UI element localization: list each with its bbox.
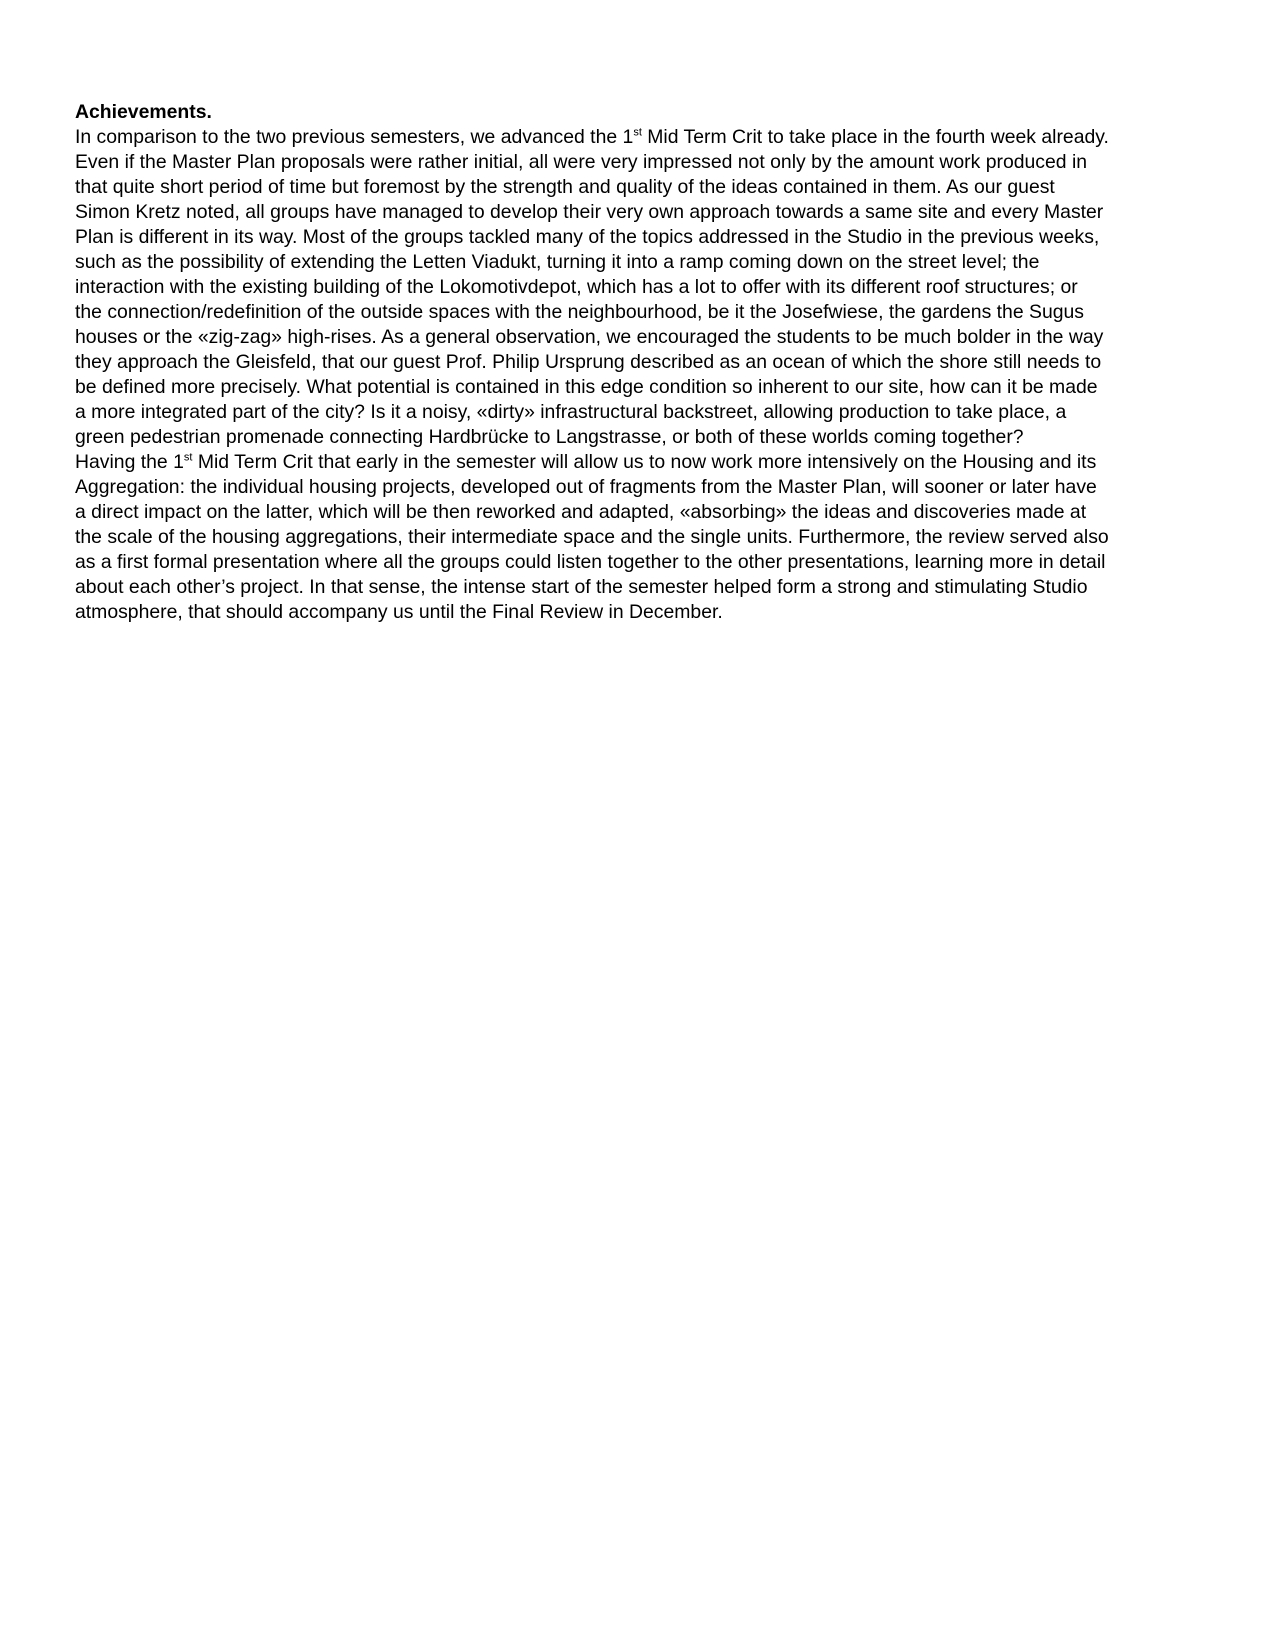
document-body xyxy=(75,100,1210,625)
text-line: houses or the «zig-zag» high-rises. As a general observation, we encouraged the students to be much bolder in the way xyxy=(75,326,1104,348)
text-line: that quite short period of time but foremost by the strength and quality of the ideas contained in them. As our guest xyxy=(75,176,1055,198)
text-line: about each other’s project. In that sense, the intense start of the semester helped form a strong and stimulating Studio xyxy=(75,576,1088,598)
text-line: Having the 1st Mid Term Crit that early in the semester will allow us to now work more intensively on the Housing and its xyxy=(75,451,1097,473)
text-line: the scale of the housing aggregations, their intermediate space and the single units. Furthermore, the review served also xyxy=(75,526,1109,548)
text-line: green pedestrian promenade connecting Hardbrücke to Langstrasse, or both of these worlds coming together? xyxy=(75,426,1024,448)
text-line: In comparison to the two previous semesters, we advanced the 1st Mid Term Crit to take place in the fourth week already. xyxy=(75,126,1109,148)
text-line: a direct impact on the latter, which will be then reworked and adapted, «absorbing» the ideas and discoveries made at xyxy=(75,501,1087,523)
paragraph-achievements-1 xyxy=(75,125,1210,450)
text-line: Simon Kretz noted, all groups have managed to develop their very own approach towards a same site and every Master xyxy=(75,201,1104,223)
text-line: atmosphere, that should accompany us until the Final Review in December. xyxy=(75,601,723,623)
text-line: as a first formal presentation where all the groups could listen together to the other presentations, learning more in detail xyxy=(75,551,1106,573)
section-heading: Achievements. xyxy=(75,101,212,123)
text-line: such as the possibility of extending the Letten Viadukt, turning it into a ramp coming down on the street level; the xyxy=(75,251,1040,273)
text-line: Even if the Master Plan proposals were rather initial, all were very impressed not only by the amount work produced in xyxy=(75,151,1088,173)
text-line: the connection/redefinition of the outside spaces with the neighbourhood, be it the Josefwiese, the gardens the Sugus xyxy=(75,301,1084,323)
text-line: Plan is different in its way. Most of the groups tackled many of the topics addressed in the Studio in the previous weeks, xyxy=(75,226,1100,248)
text-line: they approach the Gleisfeld, that our guest Prof. Philip Ursprung described as an ocean of which the shore still needs to xyxy=(75,351,1102,373)
text-line: Aggregation: the individual housing projects, developed out of fragments from the Master Plan, will sooner or later have xyxy=(75,476,1097,498)
text-line: be defined more precisely. What potential is contained in this edge condition so inherent to our site, how can it be made xyxy=(75,376,1098,398)
paragraph-achievements-2 xyxy=(75,450,1210,625)
superscript-ordinal: st xyxy=(633,126,642,139)
superscript-ordinal: st xyxy=(183,451,193,464)
text-line: a more integrated part of the city? Is it a noisy, «dirty» infrastructural backstreet, allowing production to take place, a xyxy=(75,401,1067,423)
text-line: interaction with the existing building of the Lokomotivdepot, which has a lot to offer with its different roof structures; or xyxy=(75,276,1078,298)
